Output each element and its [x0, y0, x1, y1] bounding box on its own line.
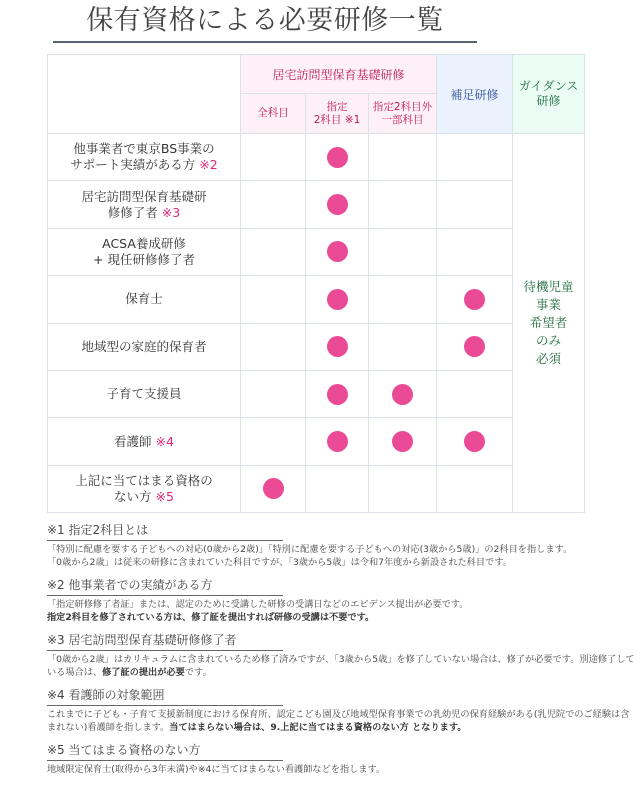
footnote-heading: ※3 居宅訪問型保育基礎研修修了者	[47, 633, 237, 647]
requirement-cell	[241, 323, 306, 370]
header-guidance-training: ガイダンス 研修	[513, 55, 585, 134]
footnote	[47, 742, 637, 777]
footnotes	[47, 522, 637, 785]
qualification-label: 子育て支援員	[48, 370, 241, 417]
requirement-cell	[306, 276, 369, 323]
requirement-cell	[369, 181, 437, 228]
required-dot-icon	[464, 431, 485, 452]
requirement-cell	[369, 418, 437, 465]
requirement-cell	[306, 370, 369, 417]
table-row	[48, 134, 585, 181]
requirement-cell	[437, 276, 513, 323]
table-row	[48, 181, 585, 228]
required-dot-icon	[327, 289, 348, 310]
footnote-body: 「0歳から2歳」はカリキュラムに含まれているため修了済みですが、「3歳から5歳」を修了していない場合は、修了が必要です。別途修了している場合は、修了証の提出が必要です。	[47, 654, 635, 678]
footnote-mark: ※3	[161, 204, 181, 220]
required-dot-icon	[327, 431, 348, 452]
qualification-label: 上記に当てはまる資格の ない方 ※5	[48, 465, 241, 512]
requirement-cell	[241, 134, 306, 181]
qualification-label: 看護師 ※4	[48, 418, 241, 465]
title-underline	[53, 41, 477, 43]
footnote	[47, 522, 637, 569]
requirement-cell	[306, 181, 369, 228]
requirement-cell	[369, 465, 437, 512]
guidance-requirement-note: 待機児童 事業 希望者 のみ 必須	[513, 134, 585, 513]
required-dot-icon	[392, 431, 413, 452]
footnote-divider	[47, 650, 283, 651]
footnote	[47, 687, 637, 734]
qualification-label: 他事業者で東京BS事業の サポート実績がある方 ※2	[48, 134, 241, 181]
footnote	[47, 632, 637, 679]
table-row	[48, 276, 585, 323]
footnote-mark: ※5	[155, 488, 174, 504]
required-dot-icon	[263, 478, 284, 499]
table-row	[48, 465, 585, 512]
header-all-subjects: 全科目	[241, 94, 306, 134]
requirement-cell	[437, 465, 513, 512]
requirement-cell	[437, 418, 513, 465]
requirement-cell	[306, 134, 369, 181]
table-row	[48, 418, 585, 465]
requirement-cell	[241, 465, 306, 512]
requirement-cell	[369, 323, 437, 370]
requirement-cell	[306, 418, 369, 465]
header-other-subjects: 指定2科目外 一部科目	[369, 94, 437, 134]
requirement-cell	[241, 228, 306, 275]
requirement-cell	[437, 370, 513, 417]
header-blank	[48, 55, 241, 134]
footnote-heading: ※2 他事業者での実績がある方	[47, 578, 213, 592]
footnote-body: 「特別に配慮を要する子どもへの対応(0歳から2歳)」「特別に配慮を要する子どもへの対応(3歳から5歳)」の2科目を指します。 「0歳から2歳」は従来の研修に含まれていた科目ですが、「3歳から5歳」は令和7年度から新設された科目です。	[47, 544, 573, 568]
footnote-divider	[47, 540, 283, 541]
required-dot-icon	[464, 336, 485, 357]
required-dot-icon	[464, 289, 485, 310]
requirement-cell	[241, 418, 306, 465]
footnote-body: 「指定研修修了者証」または、認定のために受講した研修の受講日などのエビデンス提出が必要です。 指定2科目を修了されている方は、修了証を提出すれば研修の受講は不要です。	[47, 599, 469, 623]
footnote-heading: ※4 看護師の対象範囲	[47, 688, 165, 702]
qualification-label: ACSA養成研修 + 現任研修修了者	[48, 228, 241, 275]
requirement-cell	[306, 228, 369, 275]
table-row	[48, 370, 585, 417]
qualification-label: 保育士	[48, 276, 241, 323]
required-dot-icon	[327, 241, 348, 262]
required-dot-icon	[327, 194, 348, 215]
header-designated-2-subjects: 指定 2科目 ※1	[306, 94, 369, 134]
footnote-divider	[47, 595, 283, 596]
required-dot-icon	[327, 384, 348, 405]
footnote-mark: ※4	[155, 433, 174, 449]
footnote-heading: ※1 指定2科目とは	[47, 523, 149, 537]
requirement-cell	[437, 181, 513, 228]
required-dot-icon	[327, 336, 348, 357]
qualification-label: 地域型の家庭的保育者	[48, 323, 241, 370]
requirement-cell	[306, 465, 369, 512]
requirement-cell	[241, 181, 306, 228]
requirement-cell	[241, 276, 306, 323]
requirement-cell	[369, 134, 437, 181]
footnote-body: 地域限定保育士(取得から3年未満)や※4に当てはまらない看護師などを指します。	[47, 764, 386, 775]
qualification-label: 居宅訪問型保育基礎研 修修了者 ※3	[48, 181, 241, 228]
requirement-cell	[437, 134, 513, 181]
requirement-cell	[437, 228, 513, 275]
requirement-cell	[437, 323, 513, 370]
header-supplementary-training: 補足研修	[437, 55, 513, 134]
training-requirements-table	[47, 54, 585, 513]
footnote-mark: ※2	[199, 157, 218, 173]
footnote	[47, 577, 637, 624]
required-dot-icon	[392, 384, 413, 405]
header-basic-training: 居宅訪問型保育基礎研修	[241, 55, 437, 94]
footnote-heading: ※5 当てはまる資格のない方	[47, 743, 201, 757]
required-dot-icon	[327, 147, 348, 168]
footnote-divider	[47, 705, 283, 706]
requirement-cell	[369, 276, 437, 323]
footnote-divider	[47, 760, 283, 761]
footnote-body: これまでに子ども・子育て支援新制度における保育所、認定こども園及び地域型保育事業での乳幼児の保育経験がある(乳児院でのご経験は含まれない)看護師を指します。当てはまらない場合は、9.上記に当てはまる資格のない方 となります。	[47, 709, 630, 733]
table-row	[48, 228, 585, 275]
requirement-cell	[241, 370, 306, 417]
table-row	[48, 323, 585, 370]
requirement-cell	[306, 323, 369, 370]
requirement-cell	[369, 370, 437, 417]
requirement-cell	[369, 228, 437, 275]
page-title: 保有資格による必要研修一覧	[86, 5, 444, 36]
